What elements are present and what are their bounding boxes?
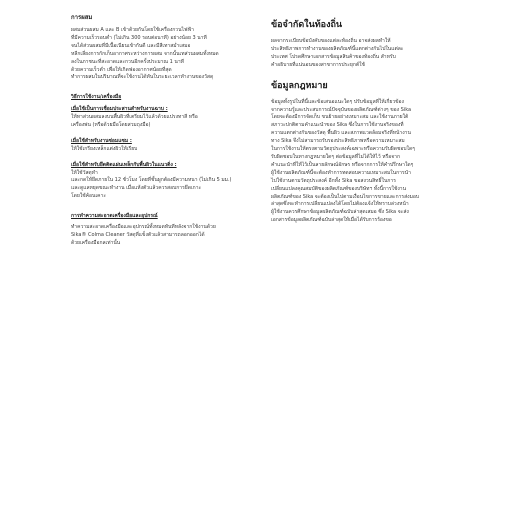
joint-label: เมื่อใช้สำหรับงานซ่อมแซม :	[71, 137, 132, 144]
mixing-heading: การผสม	[71, 14, 93, 21]
legal-body: ข้อมูลทั้งรูปในที่นี้และข้อเสนอแนะใดๆ ปรับข้อมูลที่ให้เกี่ยวข้อง จากความรู้และประสบการณ์ปัจจุบันของผลิตภัณฑ์ต่างๆ ของ Sika โดยจะต้องมีการจัดเก็บ ขนย้ายอย่างเหมาะสม และใช้งานภายใต้ สภาวะปกติตามคำแนะนำของ Sika ซึ่งในการใช้งานจริงของที่ ความแตกต่างกันของวัสดุ พื้นผิว และสภาพแวดล้อมจริงที่หน้างาน ทาง Sika จึงไม่สามารถรับรองประสิทธิภาพหรือความเหมาะสม ในการใช้งานให้ตรงตามวัตถุประสงค์เฉพาะหรือความรับผิดชอบใดๆ รับผิดชอบในทางกฎหมายใดๆ ต่อข้อมูลที่ไม่ได้ให้ไว้ หรือจาก คำแนะนำที่ให้ไว้เป็นลายลักษณ์อักษร หรือจากการให้คำปรึกษาใดๆ ผู้ใช้งานผลิตภัณฑ์นี้จะต้องทำการทดสอบความเหมาะสมในการนำ ไปใช้งานตามวัตถุประสงค์ อีกทั้ง Sika ขอสงวนสิทธิ์ในการ เปลี่ยนแปลงคุณสมบัติของผลิตภัณฑ์ของบริษัทฯ ทั้งนี้การใช้งาน ผลิตภัณฑ์ของ Sika จะต้องเป็นไปตามเงื่อนไขการขายและการส่งมอบ ล่าสุดซึ่งจะทำการเปลี่ยนแปลงได้โดยไม่ต้องแจ้งให้ทราบล่วงหน้า ผู้ใช้งานควรศึกษาข้อมูลผลิตภัณฑ์ฉบับล่าสุดเสมอ ซึ่ง Sika จะส่ง เอกสารข้อมูลผลิตภัณฑ์ฉบับล่าสุดให้เมื่อได้รับการร้องขอ	[271, 98, 420, 224]
bonding-line	[71, 154, 251, 201]
legal-heading: ข้อมูลกฎหมาย	[271, 80, 328, 91]
local-restrictions-heading: ข้อจำกัดในท้องถิ่น	[271, 20, 343, 30]
bonding-body: ให้ใช้วัสดุทำ และกดให้ยึดภายใน 12 ชั่วโมง โดยที่ชั้นผูกต้องมีความหนา (ไม่เกิน 5 มม.) และดูแลหยุดขณะทำงาน เมื่อแห้งตัวแล้วควรสอบการยึดเกาะ โดยใช้ค้อนเคาะ	[71, 169, 232, 200]
method-heading: วิธีการใช้งาน/เครื่องมือ	[71, 94, 122, 101]
surface-label: เมื่อใช้เป็นการเชื่อมประสานสำหรับงานฉาบ :	[71, 106, 168, 113]
bonding-label: เมื่อใช้สำหรับยึดติดแผ่นเหล็กกับพื้นผิวในแนวดิ่ง :	[71, 161, 177, 168]
local-restrictions-body: ผลจากระเบียบข้อบังคับของแต่ละท้องถิ่น อาจส่งผลทำให้ ประสิทธิภาพการทำงานของผลิตภัณฑ์นี้แตกต่างกันไปในแต่ละ ประเทศ โปรดศึกษาเอกสารข้อมูลสินค้าของท้องถิ่น สำหรับ คำอธิบายที่แน่นอนของสาขาการประยุกต์ใช้	[271, 38, 404, 68]
cleaning-heading: การทำความสะอาดเครื่องมือและอุปกรณ์	[71, 213, 158, 220]
surface-body: ให้ทาส่วนผสมลงบนพื้นผิวที่เตรียมไว้แล้วด้วยแปรงทาสี หรือ เครื่องพ่น (หรือด้วยมือโดยสวมถุงมือ)	[71, 114, 198, 129]
left-column	[71, 14, 251, 248]
right-column	[271, 20, 457, 225]
joint-line	[71, 130, 251, 154]
mixing-body: ผสมส่วนผสม A และ B เข้าด้วยกันโดยใช้เครื่องกวนไฟฟ้า ที่มีความเร็วรอบต่ำ (ไม่เกิน 300 รอบต่อนาที) อย่างน้อย 3 นาที จนได้ส่วนผสมที่มีเนื้อเนียนเข้ากันดี และมีสีเทาสม่ำเสมอ หลีกเลี่ยงการกักเก็บอากาศระหว่างการผสม จากนั้นเทส่วนผสมทั้งหมด ลงในภาชนะที่สะอาดและกวนอีกครั้งประมาณ 1 นาที ด้วยความเร็วต่ำ เพื่อให้เกิดฟองอากาศน้อยที่สุด ทำการผสมในปริมาณที่จะใช้งานได้ทันในระยะเวลาทำงานของวัสดุ	[71, 27, 219, 81]
cleaning-body: ทำความสะอาดเครื่องมือและอุปกรณ์ทั้งหมดทันทีหลังจากใช้งานด้วย Sika® Colma Cleaner วัสดุที่แข็งตัวแล้วสามารถลอกออกได้ ด้วยเครื่องมือกลเท่านั้น	[71, 224, 216, 246]
joint-body: ให้ใช้เกรียงเหล็กแต่งผิวให้เรียบ	[71, 145, 138, 152]
